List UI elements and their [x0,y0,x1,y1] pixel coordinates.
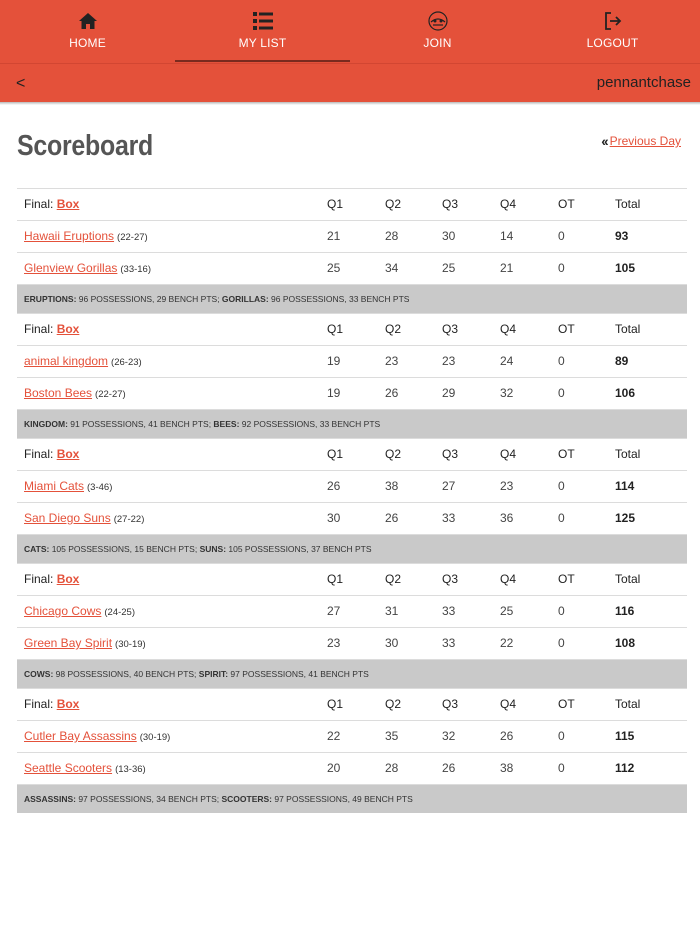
team-cell [24,471,112,502]
score-q4: 14 [500,229,514,243]
final-label: Final: [24,697,54,711]
header-shadow [0,102,700,105]
team-link[interactable]: Cutler Bay Assassins [24,729,137,743]
final-cell [24,564,79,595]
team-record: (22-27) [95,389,126,400]
score-q2: 26 [385,511,399,525]
sub-header [0,63,700,102]
score-total: 106 [615,386,636,400]
nav-logout-label: LOGOUT [586,36,639,50]
stats-team-b: SUNS: [199,544,227,554]
score-q3: 26 [442,761,456,775]
score-q4: 21 [500,261,514,275]
nav-my-list-label: MY LIST [238,36,287,50]
col-total: Total [615,447,641,461]
score-q1: 27 [327,604,341,618]
col-q1: Q1 [327,197,344,211]
double-chevron-left-icon: ‹‹ [601,133,607,149]
score-q4: 38 [500,761,514,775]
game-header-row [17,438,687,470]
score-q3: 30 [442,229,456,243]
score-q1: 26 [327,479,341,493]
game-stats-bar [17,659,687,688]
stats-team-b-text: 92 POSSESSIONS, 33 BENCH PTS [239,419,381,429]
game-stats-bar [17,784,687,813]
score-q4: 32 [500,386,514,400]
score-total: 108 [615,636,636,650]
team-cell [24,596,135,627]
col-q4: Q4 [500,572,517,586]
stats-team-b: SPIRIT: [198,669,229,679]
score-ot: 0 [558,636,565,650]
col-q2: Q2 [385,697,402,711]
score-q1: 19 [327,386,341,400]
team-row [17,470,687,502]
col-q3: Q3 [442,197,459,211]
box-score-link[interactable]: Box [56,197,80,211]
score-ot: 0 [558,729,565,743]
nav-join-label: JOIN [423,36,452,50]
score-ot: 0 [558,761,565,775]
game-header-row [17,313,687,345]
team-cell [24,628,146,659]
score-total: 115 [615,729,635,743]
stats-team-b: BEES: [213,419,240,429]
game-header-row [17,563,687,595]
stats-team-b: SCOOTERS: [221,794,272,804]
team-row [17,720,687,752]
box-score-link[interactable]: Box [56,322,80,336]
stats-team-a-text: 105 POSSESSIONS, 15 BENCH PTS; [49,544,200,554]
col-ot: OT [558,197,575,211]
page-title: Scoreboard [17,130,154,162]
game-header-row [17,188,687,220]
col-q1: Q1 [327,322,344,336]
nav-logout[interactable] [525,0,700,63]
score-ot: 0 [558,604,565,618]
team-row [17,377,687,409]
stats-team-a-text: 96 POSSESSIONS, 29 BENCH PTS; [76,294,222,304]
team-row [17,595,687,627]
team-link[interactable]: Miami Cats [24,479,85,493]
score-q3: 27 [442,479,456,493]
col-q2: Q2 [385,322,402,336]
stats-team-b-text: 105 POSSESSIONS, 37 BENCH PTS [226,544,372,554]
final-cell [24,314,79,345]
col-ot: OT [558,697,575,711]
score-total: 93 [615,229,629,243]
stats-team-a: COWS: [24,669,54,679]
list-icon [251,11,275,31]
team-record: (33-16) [120,264,151,275]
game-stats-bar [17,534,687,563]
stats-team-a: ERUPTIONS: [24,294,77,304]
score-ot: 0 [558,354,565,368]
team-record: (13-36) [115,764,146,775]
box-score-link[interactable]: Box [56,447,80,461]
col-total: Total [615,572,641,586]
score-ot: 0 [558,261,565,275]
score-q3: 33 [442,511,456,525]
score-total: 105 [615,261,636,275]
col-q2: Q2 [385,197,402,211]
score-q1: 20 [327,761,341,775]
score-q2: 23 [385,354,399,368]
stats-team-a: KINGDOM: [24,419,68,429]
team-row [17,220,687,252]
stats-team-b-text: 97 POSSESSIONS, 49 BENCH PTS [272,794,413,804]
stats-team-a-text: 97 POSSESSIONS, 34 BENCH PTS; [75,794,222,804]
team-link[interactable]: Hawaii Eruptions [24,229,115,243]
final-label: Final: [24,322,54,336]
col-ot: OT [558,322,575,336]
col-q1: Q1 [327,572,344,586]
stats-team-b-text: 97 POSSESSIONS, 41 BENCH PTS [228,669,369,679]
team-cell [24,753,146,784]
col-q3: Q3 [442,322,459,336]
score-q3: 29 [442,386,456,400]
col-ot: OT [558,572,575,586]
col-q3: Q3 [442,572,459,586]
score-q1: 19 [327,354,341,368]
nav-home-label: HOME [69,36,106,50]
score-ot: 0 [558,386,565,400]
score-q1: 23 [327,636,341,650]
team-row [17,345,687,377]
team-record: (22-27) [117,232,148,243]
game-header-row [17,688,687,720]
col-q3: Q3 [442,697,459,711]
team-link[interactable]: Chicago Cows [24,604,102,618]
stats-team-a-text: 98 POSSESSIONS, 40 BENCH PTS; [53,669,199,679]
score-q2: 28 [385,229,399,243]
team-link[interactable]: Glenview Gorillas [24,261,118,275]
team-cell [24,721,170,752]
team-link[interactable]: Seattle Scooters [24,761,113,775]
top-nav [0,0,700,63]
final-cell [24,689,79,720]
score-ot: 0 [558,511,565,525]
back-button[interactable]: < [16,75,26,92]
col-q4: Q4 [500,197,517,211]
col-q3: Q3 [442,447,459,461]
team-link[interactable]: San Diego Suns [24,511,111,525]
score-q1: 25 [327,261,341,275]
team-record: (26-23) [111,357,142,368]
team-cell [24,346,142,377]
nav-my-list[interactable] [175,0,350,63]
score-q4: 26 [500,729,514,743]
score-q4: 25 [500,604,514,618]
col-q4: Q4 [500,697,517,711]
stats-team-a-text: 91 POSSESSIONS, 41 BENCH PTS; [67,419,214,429]
final-label: Final: [24,447,54,461]
final-label: Final: [24,197,54,211]
col-q2: Q2 [385,572,402,586]
home-icon [76,11,100,31]
team-cell [24,253,151,284]
box-score-link[interactable]: Box [56,697,80,711]
team-record: (24-25) [104,607,135,618]
score-q1: 30 [327,511,341,525]
score-q3: 32 [442,729,456,743]
team-record: (27-22) [113,514,145,525]
score-q3: 33 [442,636,456,650]
col-q1: Q1 [327,447,344,461]
logout-icon [601,11,625,31]
col-q2: Q2 [385,447,402,461]
score-q3: 23 [442,354,456,368]
final-cell [24,439,79,470]
col-total: Total [615,197,641,211]
team-row [17,252,687,284]
team-row [17,627,687,659]
game-stats-bar [17,284,687,313]
team-cell [24,503,144,534]
score-q1: 22 [327,729,341,743]
team-record: (30-19) [115,639,146,650]
score-total: 125 [615,511,636,525]
team-row [17,752,687,784]
stats-team-b: GORILLAS: [221,294,269,304]
final-cell [24,189,79,220]
game-stats-bar [17,409,687,438]
stats-team-a: ASSASSINS: [24,794,76,804]
score-q4: 23 [500,479,514,493]
team-cell [24,221,148,252]
score-ot: 0 [558,479,565,493]
score-q2: 38 [385,479,399,493]
score-q3: 25 [442,261,456,275]
col-q4: Q4 [500,447,517,461]
col-ot: OT [558,447,575,461]
team-record: (30-19) [139,732,171,743]
previous-day-link[interactable]: Previous Day [609,134,681,148]
score-q3: 33 [442,604,456,618]
score-q4: 24 [500,354,514,368]
col-q1: Q1 [327,697,344,711]
team-cell [24,378,126,409]
score-ot: 0 [558,229,565,243]
stats-team-a: CATS: [24,544,50,554]
score-total: 112 [615,761,635,775]
score-total: 116 [615,604,635,618]
team-link[interactable]: animal kingdom [24,354,109,368]
score-q2: 34 [385,261,399,275]
score-q1: 21 [327,229,341,243]
score-total: 89 [615,354,629,368]
score-q2: 26 [385,386,399,400]
previous-day-nav [601,133,681,149]
join-icon [426,11,450,31]
brand-name: pennantchase [596,74,691,91]
team-link[interactable]: Green Bay Spirit [24,636,113,650]
score-q4: 22 [500,636,514,650]
score-q2: 30 [385,636,399,650]
score-q2: 31 [385,604,399,618]
col-total: Total [615,322,641,336]
team-row [17,502,687,534]
box-score-link[interactable]: Box [56,572,80,586]
col-q4: Q4 [500,322,517,336]
team-link[interactable]: Boston Bees [24,386,93,400]
score-q2: 28 [385,761,399,775]
nav-join[interactable] [350,0,525,63]
score-q2: 35 [385,729,399,743]
stats-team-b-text: 96 POSSESSIONS, 33 BENCH PTS [268,294,410,304]
team-record: (3-46) [87,482,113,493]
col-total: Total [615,697,641,711]
nav-home[interactable] [0,0,175,63]
scoreboard [17,188,687,813]
final-label: Final: [24,572,54,586]
score-total: 114 [615,479,635,493]
score-q4: 36 [500,511,514,525]
